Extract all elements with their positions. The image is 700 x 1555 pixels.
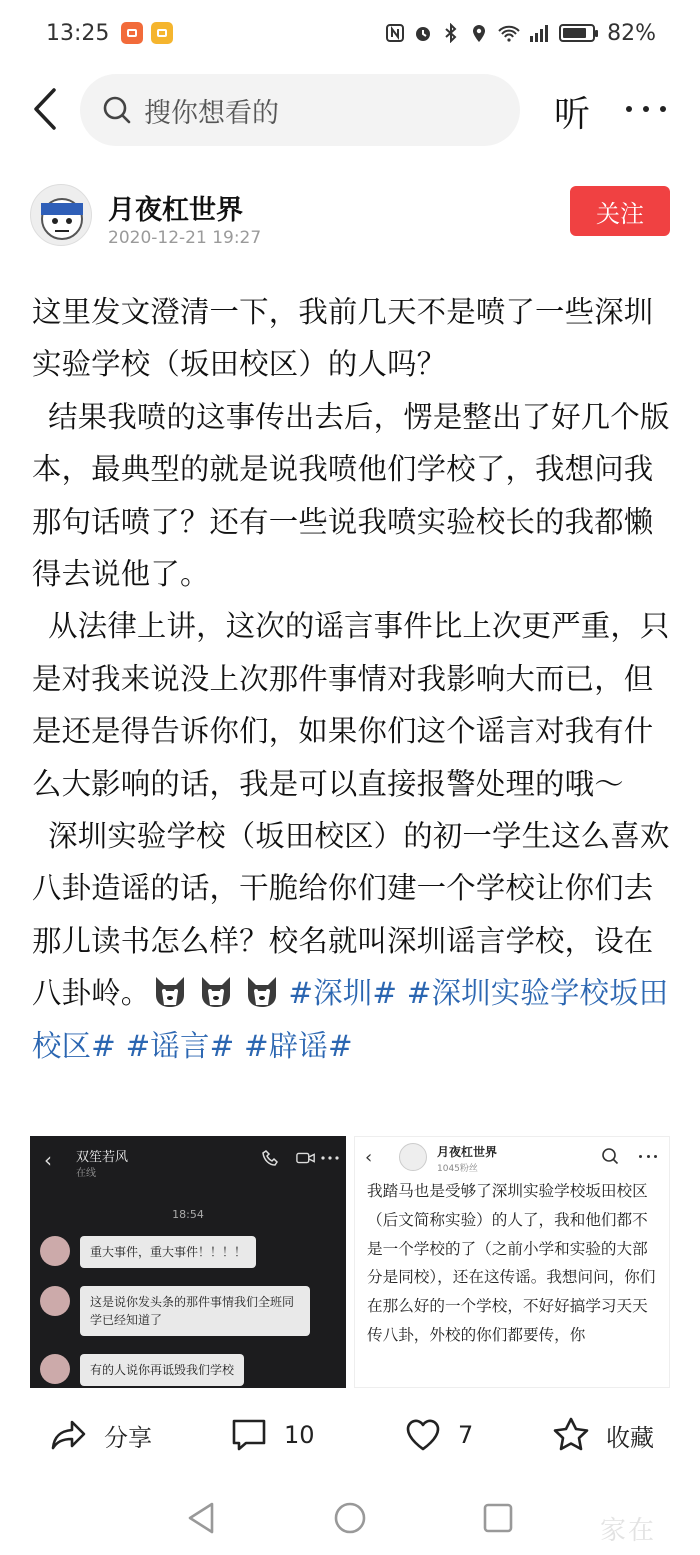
chat-message (40, 1286, 310, 1336)
husky-emoji-icon (150, 973, 190, 1009)
paragraph: 从法律上讲，这次的谣言事件比上次更严重，只是对我来说没上次那件事情对我影响大而已，但是还是得告诉你们，如果你们这个谣言对我有什么大影响的话，我是可以直接报警处理的哦～ (32, 609, 670, 801)
nav-back-icon[interactable] (184, 1500, 220, 1536)
alarm-icon (413, 23, 433, 43)
nav-recents-icon[interactable] (480, 1500, 516, 1536)
battery-percent: 82% (607, 20, 656, 46)
husky-emoji-icon (242, 973, 282, 1009)
like-button[interactable] (404, 1414, 473, 1456)
top-bar (0, 66, 700, 152)
app-notification-icon (151, 22, 173, 44)
search-input[interactable] (80, 74, 520, 146)
post-screenshot-image[interactable] (354, 1136, 670, 1388)
listen-button[interactable]: 听 (554, 94, 591, 135)
chat-message (40, 1236, 256, 1268)
battery-icon (559, 24, 595, 42)
hashtag-link[interactable]: #谣言# (125, 1028, 235, 1063)
chat-screenshot-image[interactable] (30, 1136, 346, 1388)
comment-count: 10 (284, 1421, 315, 1449)
share-label: 分享 (104, 1423, 152, 1452)
avatar (40, 1354, 70, 1384)
bluetooth-icon (441, 23, 461, 43)
avatar (40, 1286, 70, 1316)
screenshot-fans-count: 1045粉丝 (437, 1164, 478, 1174)
phone-icon (262, 1150, 282, 1166)
status-time: 13:25 (46, 20, 110, 46)
husky-emoji-icon (196, 973, 236, 1009)
follow-button[interactable]: 关注 (570, 186, 670, 236)
nav-home-icon[interactable] (332, 1500, 368, 1536)
nfc-icon (385, 23, 405, 43)
search-icon (601, 1147, 619, 1165)
author-row (30, 184, 670, 254)
post-timestamp: 2020-12-21 19:27 (108, 228, 262, 248)
chat-bubble: 这是说你发头条的那件事情我们全班同学已经知道了 (80, 1286, 310, 1336)
more-icon (320, 1150, 340, 1166)
hashtag-link[interactable]: #辟谣# (243, 1028, 353, 1063)
paragraph (32, 810, 672, 1072)
app-notification-icon (121, 22, 143, 44)
paragraph: 这里发文澄清一下，我前几天不是喷了一些深圳实验学校（坂田校区）的人吗？ (32, 295, 654, 382)
watermark: 家在 (600, 1516, 657, 1546)
chat-time: 18:54 (172, 1208, 204, 1221)
chat-bubble: 有的人说你再诋毁我们学校 (80, 1354, 244, 1386)
paragraph-text: 深圳实验学校（坂田校区）的初一学生这么喜欢八卦造谣的话，干脆给你们建一个学校让你们去那儿读书怎么样？校名就叫深圳谣言学校，设在八卦岭。 (32, 819, 670, 1011)
location-icon (469, 23, 489, 43)
hashtag-link[interactable]: #深圳# (288, 976, 398, 1011)
status-icons (385, 21, 656, 46)
screenshot-author-name: 月夜杠世界 (437, 1145, 498, 1159)
more-icon (639, 1155, 657, 1159)
system-nav-bar (0, 1480, 700, 1555)
hashtag-link[interactable]: #深圳实验学校坂田校区# (32, 976, 669, 1063)
star-icon (552, 1416, 590, 1454)
more-icon[interactable] (626, 106, 666, 116)
chat-contact-name: 双笙若风 (76, 1150, 129, 1165)
status-bar (0, 0, 700, 66)
heart-icon (404, 1416, 442, 1454)
comment-button[interactable] (230, 1414, 315, 1456)
share-icon (50, 1416, 88, 1454)
wifi-icon (497, 23, 521, 43)
signal-icon (529, 23, 551, 43)
comment-icon (230, 1416, 268, 1454)
avatar (399, 1143, 427, 1171)
chat-message (40, 1354, 244, 1386)
article-body (32, 286, 672, 1072)
chat-contact-status: 在线 (76, 1168, 96, 1179)
search-placeholder: 搜你想看的 (144, 97, 279, 129)
share-button[interactable] (50, 1414, 152, 1456)
video-call-icon (296, 1150, 316, 1166)
screenshot-post-text: 我踏马也是受够了深圳实验学校坂田校区（后文简称实验）的人了，我和他们都不是一个学校的了（之前小学和实验的大部分是同校），还在这传谣。我想问问，你们在那么好的一个学校，不好好搞学习天天传八卦，外校的你们都要传，你 (367, 1182, 656, 1344)
back-icon[interactable] (28, 86, 68, 132)
chevron-left-icon: ‹ (44, 1148, 52, 1172)
avatar (40, 1236, 70, 1266)
paragraph: 结果我喷的这事传出去后，愣是整出了好几个版本，最典型的就是说我喷他们学校了，我想问我那句话喷了？还有一些说我喷实验校长的我都懒得去说他了。 (32, 399, 670, 592)
chevron-left-icon: ‹ (365, 1147, 373, 1168)
search-icon (102, 95, 132, 125)
chat-bubble: 重大事件，重大事件！！！！ (80, 1236, 256, 1268)
avatar[interactable] (30, 184, 92, 246)
favorite-label: 收藏 (606, 1423, 654, 1452)
favorite-button[interactable] (552, 1414, 654, 1456)
author-name[interactable]: 月夜杠世界 (108, 195, 243, 226)
action-bar (0, 1400, 700, 1470)
like-count: 7 (458, 1421, 474, 1449)
